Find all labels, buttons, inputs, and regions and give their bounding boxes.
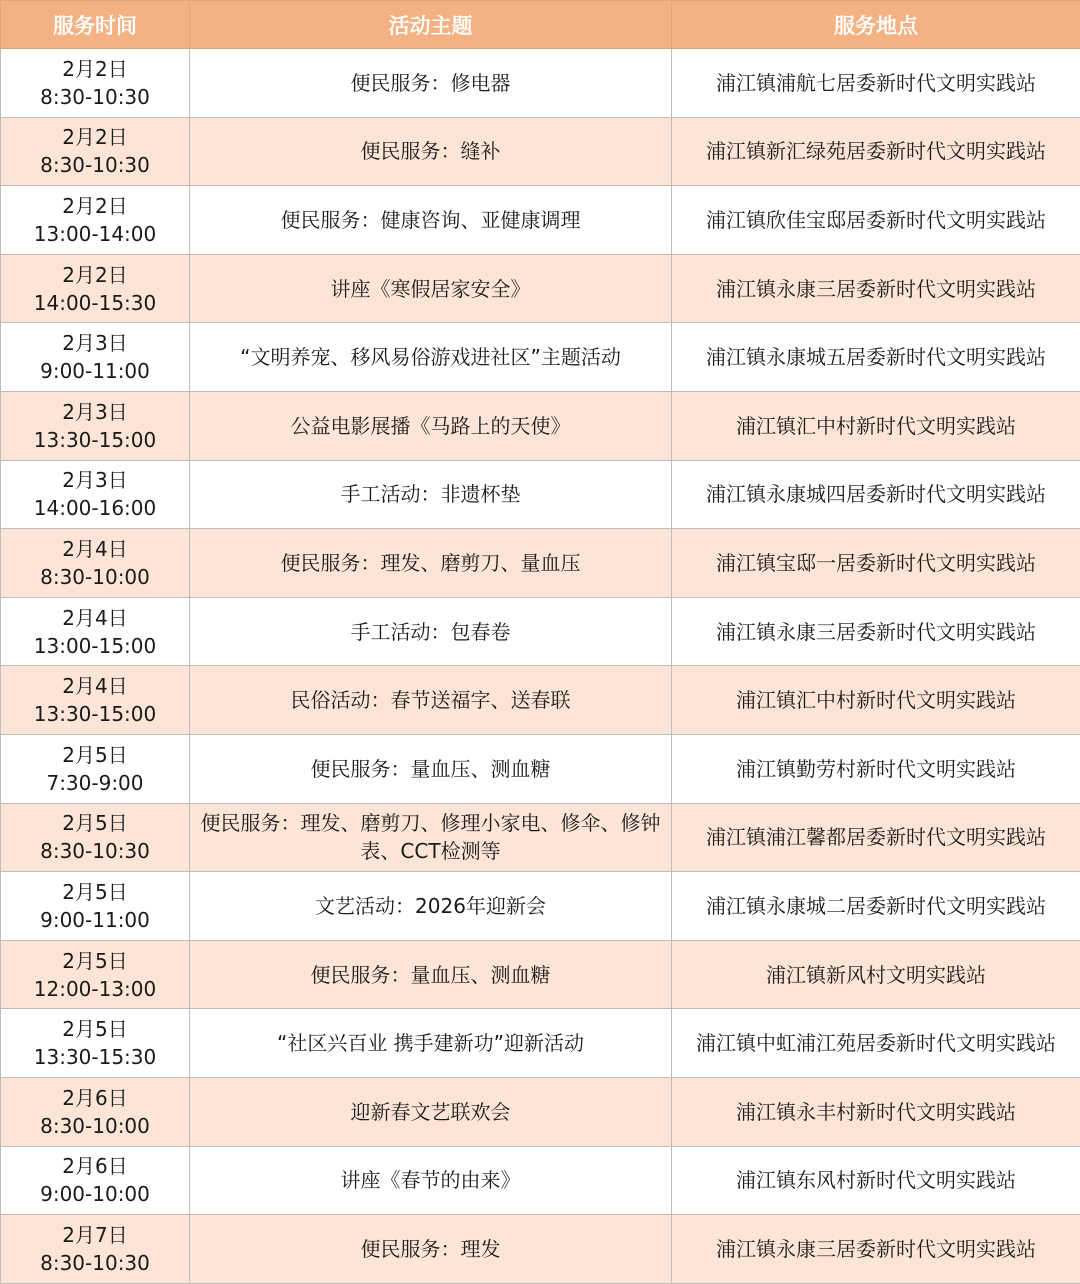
table-row [1,529,1080,598]
cell-service-time [1,323,190,392]
service-place: 浦江镇勤劳村新时代文明实践站 [678,755,1074,783]
cell-activity-topic [190,1077,672,1146]
table-row [1,597,1080,666]
table-row [1,1077,1080,1146]
cell-service-place [672,460,1080,529]
cell-activity-topic [190,391,672,460]
activity-topic: 迎新春文艺联欢会 [196,1098,665,1126]
activity-topic: 文艺活动：2026年迎新会 [196,892,665,920]
header-activity-topic: 活动主题 [190,1,672,49]
cell-service-time [1,1009,190,1078]
service-date: 2月2日 [7,123,183,151]
service-date: 2月3日 [7,329,183,357]
cell-service-place [672,803,1080,872]
table-row [1,254,1080,323]
service-date: 2月6日 [7,1084,183,1112]
service-time-range: 8:30-10:00 [7,563,183,591]
service-date: 2月3日 [7,466,183,494]
cell-service-place [672,940,1080,1009]
cell-service-time [1,117,190,186]
table-row [1,940,1080,1009]
cell-service-place [672,254,1080,323]
cell-service-time [1,940,190,1009]
activity-topic: 便民服务：量血压、测血糖 [196,755,665,783]
service-time-range: 14:00-15:30 [7,289,183,317]
cell-activity-topic [190,529,672,598]
cell-service-time [1,1215,190,1284]
activity-topic: 便民服务：理发、磨剪刀、修理小家电、修伞、修钟表、CCT检测等 [196,809,665,865]
cell-service-place [672,1009,1080,1078]
cell-activity-topic [190,1215,672,1284]
service-place: 浦江镇新汇绿苑居委新时代文明实践站 [678,137,1074,165]
cell-service-place [672,49,1080,118]
activity-topic: 公益电影展播《马路上的天使》 [196,412,665,440]
cell-service-time [1,1146,190,1215]
activity-topic: 便民服务：修电器 [196,69,665,97]
activity-topic: 民俗活动：春节送福字、送春联 [196,686,665,714]
cell-service-place [672,1146,1080,1215]
service-date: 2月5日 [7,809,183,837]
table-row [1,734,1080,803]
activity-topic: 便民服务：理发 [196,1235,665,1263]
service-date: 2月7日 [7,1221,183,1249]
cell-activity-topic [190,666,672,735]
service-time-range: 14:00-16:00 [7,494,183,522]
cell-service-time [1,597,190,666]
table-row [1,803,1080,872]
cell-service-place [672,666,1080,735]
service-date: 2月6日 [7,1152,183,1180]
service-date: 2月2日 [7,55,183,83]
service-time-range: 13:30-15:00 [7,700,183,728]
cell-service-time [1,49,190,118]
table-row [1,391,1080,460]
cell-service-place [672,323,1080,392]
cell-service-time [1,803,190,872]
service-date: 2月4日 [7,604,183,632]
service-time-range: 9:00-11:00 [7,906,183,934]
cell-service-place [672,734,1080,803]
activity-topic: 手工活动：包春卷 [196,618,665,646]
cell-service-time [1,872,190,941]
cell-activity-topic [190,1009,672,1078]
activity-topic: “社区兴百业 携手建新功”迎新活动 [196,1029,665,1057]
service-date: 2月5日 [7,741,183,769]
service-time-range: 13:30-15:00 [7,426,183,454]
cell-activity-topic [190,117,672,186]
service-place: 浦江镇永康城二居委新时代文明实践站 [678,892,1074,920]
cell-activity-topic [190,323,672,392]
service-place: 浦江镇新风村文明实践站 [678,961,1074,989]
cell-activity-topic [190,597,672,666]
service-place: 浦江镇永康三居委新时代文明实践站 [678,275,1074,303]
service-time-range: 9:00-11:00 [7,357,183,385]
activity-topic: “文明养宠、移风易俗游戏进社区”主题活动 [196,343,665,371]
service-date: 2月5日 [7,1015,183,1043]
cell-activity-topic [190,1146,672,1215]
service-time-range: 13:00-14:00 [7,220,183,248]
cell-activity-topic [190,940,672,1009]
cell-service-place [672,872,1080,941]
service-place: 浦江镇永康城四居委新时代文明实践站 [678,480,1074,508]
cell-activity-topic [190,872,672,941]
table-row [1,872,1080,941]
service-place: 浦江镇浦航七居委新时代文明实践站 [678,69,1074,97]
cell-activity-topic [190,49,672,118]
activity-topic: 讲座《春节的由来》 [196,1166,665,1194]
cell-activity-topic [190,254,672,323]
activity-topic: 便民服务：理发、磨剪刀、量血压 [196,549,665,577]
service-place: 浦江镇中虹浦江苑居委新时代文明实践站 [678,1029,1074,1057]
cell-service-time [1,666,190,735]
cell-service-place [672,117,1080,186]
activity-topic: 便民服务：量血压、测血糖 [196,961,665,989]
table-row [1,1146,1080,1215]
service-time-range: 13:30-15:30 [7,1043,183,1071]
service-place: 浦江镇欣佳宝邸居委新时代文明实践站 [678,206,1074,234]
cell-service-time [1,391,190,460]
service-place: 浦江镇汇中村新时代文明实践站 [678,686,1074,714]
service-time-range: 8:30-10:30 [7,837,183,865]
service-date: 2月2日 [7,192,183,220]
cell-activity-topic [190,460,672,529]
cell-service-time [1,254,190,323]
cell-activity-topic [190,734,672,803]
table-row [1,186,1080,255]
service-time-range: 8:30-10:30 [7,1249,183,1277]
service-date: 2月5日 [7,878,183,906]
service-place: 浦江镇宝邸一居委新时代文明实践站 [678,549,1074,577]
service-date: 2月4日 [7,672,183,700]
service-time-range: 12:00-13:00 [7,975,183,1003]
header-service-time: 服务时间 [1,1,190,49]
cell-service-place [672,186,1080,255]
service-time-range: 13:00-15:00 [7,632,183,660]
service-place: 浦江镇永康三居委新时代文明实践站 [678,1235,1074,1263]
cell-service-time [1,186,190,255]
service-time-range: 8:30-10:00 [7,1112,183,1140]
service-place: 浦江镇永丰村新时代文明实践站 [678,1098,1074,1126]
service-time-range: 8:30-10:30 [7,151,183,179]
service-place: 浦江镇永康三居委新时代文明实践站 [678,618,1074,646]
cell-service-time [1,734,190,803]
service-time-range: 9:00-10:00 [7,1180,183,1208]
cell-service-time [1,460,190,529]
service-date: 2月4日 [7,535,183,563]
table-header-row [1,1,1080,49]
header-service-place: 服务地点 [672,1,1080,49]
service-time-range: 8:30-10:30 [7,83,183,111]
service-place: 浦江镇东风村新时代文明实践站 [678,1166,1074,1194]
table-body [1,49,1080,1284]
table-row [1,49,1080,118]
service-place: 浦江镇浦江馨都居委新时代文明实践站 [678,823,1074,851]
cell-service-place [672,1077,1080,1146]
cell-service-place [672,529,1080,598]
activity-topic: 手工活动：非遗杯垫 [196,480,665,508]
table-row [1,1009,1080,1078]
activity-topic: 便民服务：健康咨询、亚健康调理 [196,206,665,234]
service-time-range: 7:30-9:00 [7,769,183,797]
cell-service-place [672,1215,1080,1284]
service-date: 2月2日 [7,261,183,289]
activity-topic: 讲座《寒假居家安全》 [196,275,665,303]
service-date: 2月5日 [7,947,183,975]
cell-service-time [1,529,190,598]
table-row [1,666,1080,735]
table-row [1,117,1080,186]
cell-activity-topic [190,186,672,255]
cell-activity-topic [190,803,672,872]
service-place: 浦江镇汇中村新时代文明实践站 [678,412,1074,440]
table-row [1,1215,1080,1284]
service-place: 浦江镇永康城五居委新时代文明实践站 [678,343,1074,371]
cell-service-time [1,1077,190,1146]
table-row [1,460,1080,529]
table-row [1,323,1080,392]
cell-service-place [672,391,1080,460]
activity-topic: 便民服务：缝补 [196,137,665,165]
cell-service-place [672,597,1080,666]
service-date: 2月3日 [7,398,183,426]
